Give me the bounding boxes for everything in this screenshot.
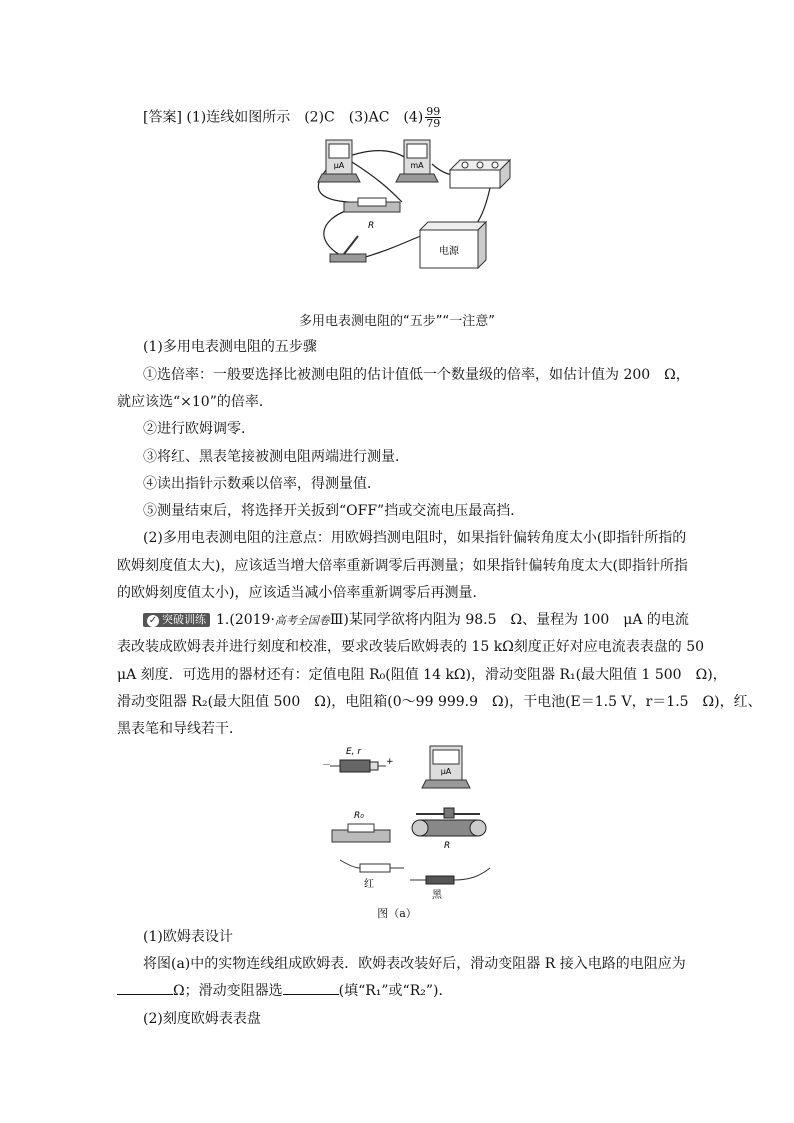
power-label: 电源: [439, 246, 459, 257]
step-2: ②进行欧姆调零．: [143, 421, 255, 437]
meter1-label: μA: [333, 161, 345, 170]
note-line-1: (2)多用电表测电阻的注意点：用欧姆挡测电阻时，如果指针偏转角度太小(即指针所指的: [143, 530, 687, 546]
answer-line: [143, 106, 441, 129]
question-line-2: 表改装成欧姆表并进行刻度和校准，要求改装后欧姆表的 15 kΩ刻度正好对应电流表表盘的 50: [117, 639, 705, 655]
fraction-numerator: 99: [426, 105, 441, 118]
question-number: 1.(2019·: [216, 612, 275, 628]
rheostat: [344, 198, 400, 231]
question-line-5: 黑表笔和导线若干．: [117, 721, 243, 737]
black-label: 黑: [432, 890, 442, 901]
training-badge-label: 突破训练: [162, 613, 206, 626]
battery-label: E, r: [346, 747, 362, 757]
part1-line-1: 将图(a)中的实物连线组成欧姆表．欧姆表改装好后，滑动变阻器 R 接入电路的电阻应为: [143, 956, 686, 972]
rheostat-label: R: [368, 221, 375, 231]
training-badge: [143, 613, 210, 627]
answer-prefix: [答案]: [143, 109, 182, 126]
red-probe: [340, 860, 404, 890]
step-1b: 就应该选“×10”的倍率．: [117, 394, 273, 410]
battery-plus: +: [386, 757, 394, 767]
step-4: ④读出指针示数乘以倍率，得测量值．: [143, 476, 381, 492]
components-figure: [320, 742, 520, 902]
question-text-a: Ⅲ)某同学欲将内阻为 98.5 Ω、量程为 100 μA 的电流: [329, 612, 689, 628]
microammeter-a: [422, 746, 470, 788]
part1-line-2: [117, 982, 452, 1000]
part1-line-2b: (填“R₁”或“R₂”)．: [338, 983, 453, 999]
fraction-denominator: 79: [426, 117, 441, 130]
slide-rheostat: [412, 808, 486, 851]
resistance-box: [450, 160, 510, 188]
figure-caption: 图（a）: [377, 907, 417, 920]
question-line-4: 滑动变阻器 R₂(最大阻值 500 Ω)，电阻箱(0～99 999.9 Ω)，干电池(E＝1.5 V，r＝1.5 Ω)，红、: [117, 694, 762, 710]
question-line-1: [143, 611, 689, 630]
question-line-3: μA 刻度．可选用的器材还有：定值电阻 R₀(阻值 14 kΩ)，滑动变阻器 R₁(最大阻值 1 500 Ω)，: [117, 667, 727, 683]
power-supply: [420, 222, 486, 268]
r-label: R: [444, 841, 451, 851]
black-probe: [410, 868, 490, 901]
step-1a: ①选倍率：一般要选择比被测电阻的估计值低一个数量级的倍率，如估计值为 200 Ω，: [143, 367, 690, 383]
part2-heading: (2)刻度欧姆表表盘: [143, 1011, 261, 1027]
steps-heading: (1)多用电表测电阻的五步骤: [143, 339, 317, 355]
answer-blank-rheostat[interactable]: [283, 982, 339, 995]
meter-a-label: μA: [440, 767, 452, 776]
answer-parts: (1)连线如图所示 (2)C (3)AC (4): [186, 109, 424, 126]
step-3: ③将红、黑表笔接被测电阻两端进行测量．: [143, 449, 409, 465]
check-icon: ✓: [148, 615, 158, 626]
answer-blank-resistance[interactable]: [117, 982, 173, 995]
section-title: 多用电表测电阻的“五步”“一注意”: [299, 314, 495, 329]
part1-heading: (1)欧姆表设计: [143, 929, 233, 945]
note-line-3: 的欧姆刻度值太小)，应该适当减小倍率重新调零后再测量．: [117, 585, 487, 601]
battery-minus: －: [322, 761, 332, 771]
step-5: ⑤测量结束后，将选择开关扳到“OFF”挡或交流电压最高挡．: [143, 503, 525, 519]
part1-line-2a: Ω；滑动变阻器选: [173, 983, 283, 999]
switch: [330, 236, 366, 262]
circuit-figure: [300, 130, 520, 280]
answer-fraction: [425, 106, 441, 129]
red-label: 红: [364, 879, 374, 890]
battery: [322, 747, 394, 772]
r0-label: R₀: [354, 811, 364, 821]
note-line-2: 欧姆刻度值太大)，应该适当增大倍率重新调零后再测量；如果指针偏转角度太大(即指针所指: [117, 558, 688, 574]
fixed-resistor: [332, 811, 390, 842]
milliammeter: [396, 140, 438, 182]
question-source: 高考全国卷: [274, 614, 330, 627]
meter2-label: mA: [410, 161, 424, 170]
microammeter: [318, 140, 360, 182]
